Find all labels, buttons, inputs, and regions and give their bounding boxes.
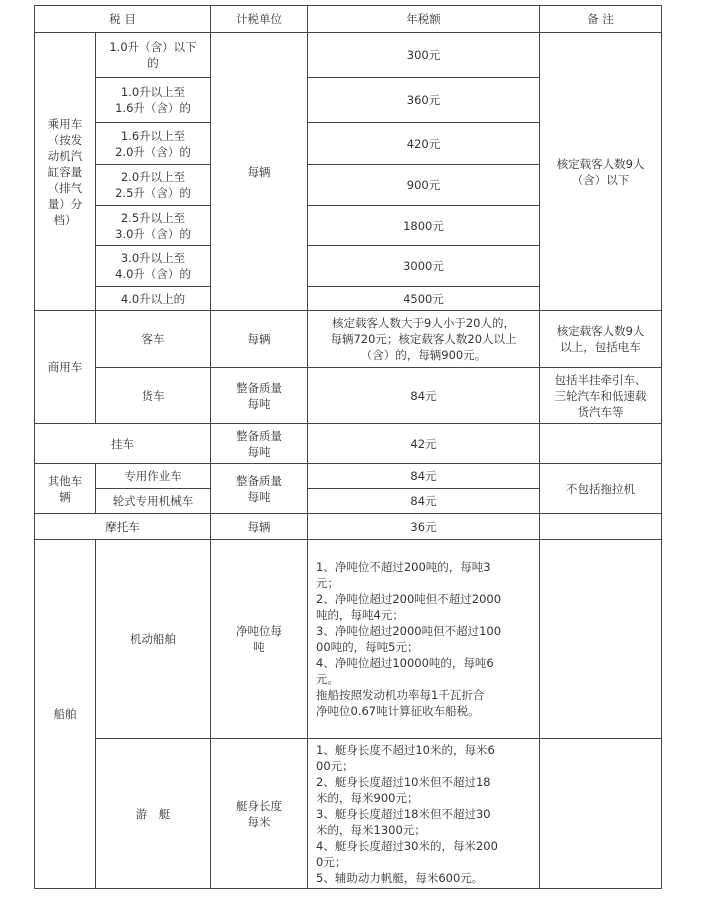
passenger-car-tax: 1800元 bbox=[308, 206, 540, 246]
vehicle-vessel-tax-table bbox=[34, 5, 662, 889]
trailer-tax: 42元 bbox=[308, 424, 540, 464]
bus-unit: 每辆 bbox=[211, 311, 308, 368]
passenger-car-range: 2.5升以上至 3.0升（含）的 bbox=[96, 206, 211, 246]
truck-remark: 包括半挂牵引车、 三轮汽车和低速载 货汽车等 bbox=[540, 368, 662, 424]
trailer-remark bbox=[540, 424, 662, 464]
vessels-category: 船舶 bbox=[35, 540, 96, 889]
other-vehicles-category: 其他车 辆 bbox=[35, 464, 96, 514]
passenger-car-tax: 360元 bbox=[308, 78, 540, 123]
passenger-car-range: 1.0升（含）以下 的 bbox=[96, 33, 211, 78]
motorcycle-tax: 36元 bbox=[308, 514, 540, 540]
header-annual-tax: 年税额 bbox=[308, 6, 540, 33]
header-remarks: 备 注 bbox=[540, 6, 662, 33]
passenger-car-tax: 900元 bbox=[308, 165, 540, 206]
passenger-car-range: 1.0升以上至 1.6升（含）的 bbox=[96, 78, 211, 123]
passenger-car-range: 4.0升以上的 bbox=[96, 287, 211, 311]
passenger-car-tax: 300元 bbox=[308, 33, 540, 78]
special-vehicle-tax: 84元 bbox=[308, 464, 540, 489]
passenger-car-tax: 3000元 bbox=[308, 246, 540, 287]
passenger-car-tax: 420元 bbox=[308, 123, 540, 165]
other-vehicles-remark: 不包括拖拉机 bbox=[540, 464, 662, 514]
yacht-name: 游 艇 bbox=[96, 739, 211, 889]
wheeled-machinery-name: 轮式专用机械车 bbox=[96, 489, 211, 514]
trailer-name: 挂车 bbox=[35, 424, 211, 464]
truck-unit: 整备质量 每吨 bbox=[211, 368, 308, 424]
passenger-car-range: 1.6升以上至 2.0升（含）的 bbox=[96, 123, 211, 165]
special-vehicle-name: 专用作业车 bbox=[96, 464, 211, 489]
header-unit: 计税单位 bbox=[211, 6, 308, 33]
yacht-remark bbox=[540, 739, 662, 889]
passenger-car-category: 乘用车 （按发 动机汽 缸容量 （排气 量）分 档） bbox=[35, 33, 96, 311]
wheeled-machinery-tax: 84元 bbox=[308, 489, 540, 514]
bus-tax: 核定载客人数大于9人小于20人的， 每辆720元；核定载客人数20人以上 （含）的，每辆900元。 bbox=[308, 311, 540, 368]
motor-vessel-unit: 净吨位每 吨 bbox=[211, 540, 308, 739]
other-vehicles-unit: 整备质量 每吨 bbox=[211, 464, 308, 514]
passenger-car-range: 3.0升以上至 4.0升（含）的 bbox=[96, 246, 211, 287]
yacht-unit: 艇身长度 每米 bbox=[211, 739, 308, 889]
passenger-car-tax: 4500元 bbox=[308, 287, 540, 311]
bus-remark: 核定载客人数9人 以上，包括电车 bbox=[540, 311, 662, 368]
commercial-category: 商用车 bbox=[35, 311, 96, 424]
trailer-unit: 整备质量 每吨 bbox=[211, 424, 308, 464]
motor-vessel-remark bbox=[540, 540, 662, 739]
motorcycle-remark bbox=[540, 514, 662, 540]
passenger-car-remark: 核定载客人数9人 （含）以下 bbox=[540, 33, 662, 311]
bus-name: 客车 bbox=[96, 311, 211, 368]
motorcycle-unit: 每辆 bbox=[211, 514, 308, 540]
truck-tax: 84元 bbox=[308, 368, 540, 424]
header-item: 税 目 bbox=[35, 6, 211, 33]
passenger-car-unit: 每辆 bbox=[211, 33, 308, 311]
passenger-car-range: 2.0升以上至 2.5升（含）的 bbox=[96, 165, 211, 206]
motor-vessel-name: 机动船舶 bbox=[96, 540, 211, 739]
yacht-tax: 1、艇身长度不超过10米的，每米6 00元； 2、艇身长度超过10米但不超过18 米的，每米900元； 3、艇身长度超过18米但不超过30 米的，每米1300元； 4、艇身长度超过30米的，每米200 0元； 5、辅助动力帆艇，每米600元。 bbox=[308, 739, 540, 889]
motorcycle-name: 摩托车 bbox=[35, 514, 211, 540]
motor-vessel-tax: 1、净吨位不超过200吨的，每吨3 元； 2、净吨位超过200吨但不超过2000 吨的，每吨4元； 3、净吨位超过2000吨但不超过100 00吨的，每吨5元； 4、净吨位超过10000吨的，每吨6 元。 拖船按照发动机功率每1千瓦折合 净吨位0.67吨计算征收车船税。 bbox=[308, 540, 540, 739]
truck-name: 货车 bbox=[96, 368, 211, 424]
